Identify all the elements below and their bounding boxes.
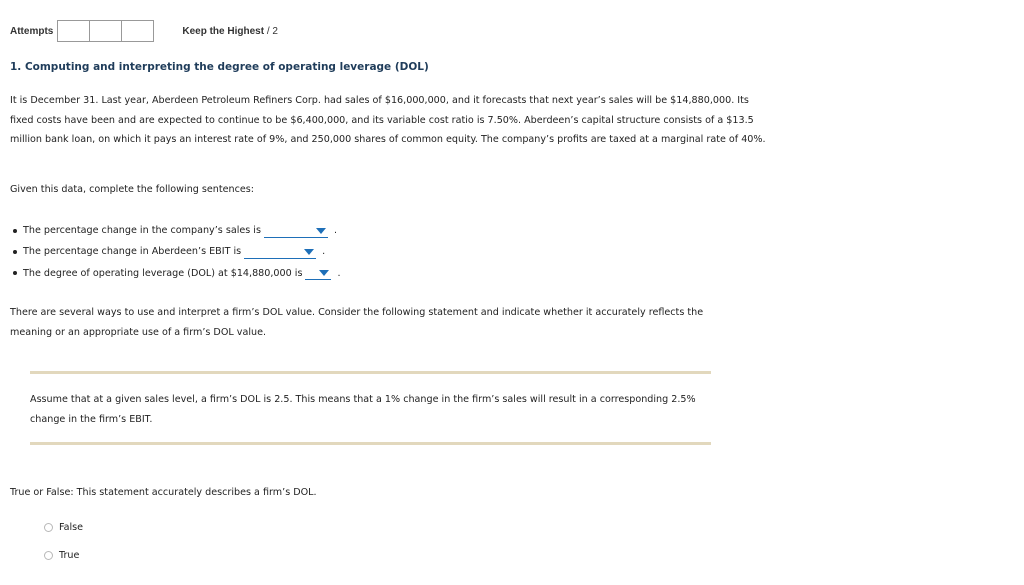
- attempts-label: Attempts: [10, 25, 54, 37]
- attempt-box: [90, 21, 122, 41]
- list-item: [10, 220, 341, 241]
- option-label: True: [59, 550, 80, 561]
- dropdown-arrow-icon: [319, 270, 329, 276]
- score-max: / 2: [266, 25, 278, 37]
- attempt-box: [122, 21, 153, 41]
- statement-box: [30, 371, 711, 445]
- radio-true[interactable]: [44, 551, 53, 560]
- ebit-change-dropdown[interactable]: [244, 245, 316, 259]
- bullet-icon: [13, 250, 17, 254]
- list-item: [10, 263, 341, 284]
- keep-highest-label: [182, 26, 278, 37]
- attempts-bar: [10, 20, 278, 42]
- sentence-list: [10, 220, 341, 284]
- true-false-prompt: True or False: This statement accurately describes a firm’s DOL.: [10, 487, 317, 498]
- sales-change-dropdown[interactable]: [264, 224, 328, 238]
- sentence-period: .: [337, 267, 341, 279]
- dropdown-arrow-icon: [316, 228, 326, 234]
- list-item: [10, 241, 341, 262]
- sentence-text: The percentage change in Aberdeen’s EBIT is: [23, 246, 242, 258]
- sentence-period: .: [322, 246, 326, 258]
- instruction-text: Given this data, complete the following sentences:: [10, 184, 255, 195]
- question-intro: It is December 31. Last year, Aberdeen Petroleum Refiners Corp. had sales of $16,000,000, and it forecasts that next year’s sales will be $14,880,000. Its fixed costs have been and are expected to continue to be $6,400,000, and its variable cost ratio is 7.50%. Aberdeen’s capital structure consists of a $13.5 million bank loan, on which it pays an interest rate of 9%, and 250,000 shares of common equity. The company’s profits are taxed at a marginal rate of 40%.: [10, 95, 766, 145]
- statement-text: Assume that at a given sales level, a firm’s DOL is 2.5. This means that a 1% change in the firm’s sales will result in a corresponding 2.5% change in the firm’s EBIT.: [30, 394, 696, 425]
- option-true[interactable]: [44, 550, 79, 561]
- keep-highest-text: Keep the Highest: [182, 25, 265, 37]
- dropdown-arrow-icon: [304, 249, 314, 255]
- dol-dropdown[interactable]: [305, 266, 331, 280]
- sentence-period: .: [333, 225, 338, 237]
- attempt-boxes: [57, 20, 154, 42]
- sentence-text: The percentage change in the company’s sales is: [23, 225, 261, 237]
- radio-false[interactable]: [44, 523, 53, 532]
- question-title: 1. Computing and interpreting the degree of operating leverage (DOL): [10, 61, 429, 73]
- option-false[interactable]: [44, 522, 83, 533]
- attempt-box: [58, 21, 90, 41]
- bullet-icon: [13, 229, 17, 233]
- sentence-text: The degree of operating leverage (DOL) at $14,880,000 is: [23, 267, 303, 279]
- bullet-icon: [13, 271, 17, 275]
- interpretation-intro: There are several ways to use and interpret a firm’s DOL value. Consider the following statement and indicate whether it accurately reflects the meaning or an appropriate use of a firm’s DOL value.: [10, 307, 704, 338]
- option-label: False: [59, 522, 84, 533]
